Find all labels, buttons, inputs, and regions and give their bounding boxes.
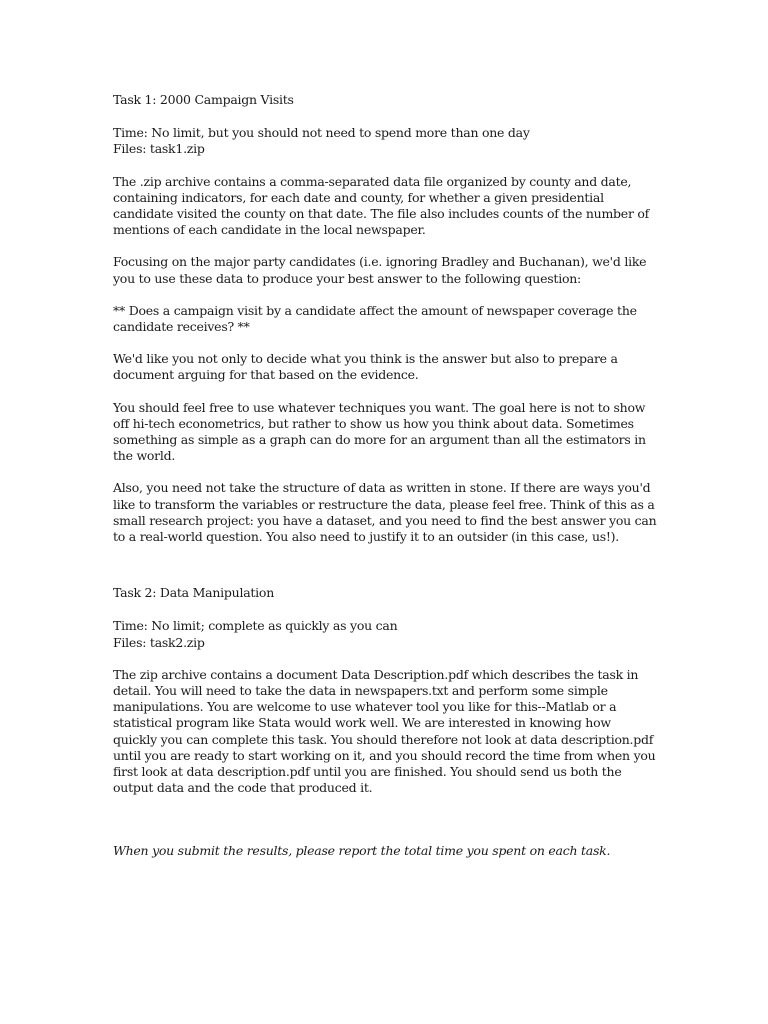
task1-paragraph-question: ** Does a campaign visit by a candidate affect the amount of newspaper coverage the candidate receives? ** — [113, 302, 637, 335]
task2-meta — [113, 618, 658, 650]
task1-paragraph-structure: Also, you need not take the structure of data as written in stone. If there are ways you'd like to transform the variables or restructure the data, please feel free. Think of this as a small research project: you have a dataset, and you need to find the best answer you can to a real-world question. You also need to justify it to an outsider (in this case, us!). — [113, 480, 657, 545]
task1-paragraph-focus: Focusing on the major party candidates (i.e. ignoring Bradley and Buchanan), we'd like you to use these data to produce your best answer to the following question: — [113, 254, 647, 286]
task1-time: Time: No limit, but you should not need to spend more than one day — [113, 125, 530, 141]
task1-paragraph-argument: We'd like you not only to decide what you think is the answer but also to prepare a document arguing for that based on the evidence. — [113, 351, 618, 383]
task2-time: Time: No limit; complete as quickly as you can — [113, 618, 398, 634]
document-page — [113, 92, 658, 875]
task1-paragraph-techniques: You should feel free to use whatever techniques you want. The goal here is not to show off hi-tech econometrics, but rather to show us how you think about data. Sometimes something as simple as a graph can do more for an argument than all the estimators in the world. — [113, 399, 646, 464]
task2-heading: Task 2: Data Manipulation — [113, 585, 274, 601]
task2-files: Files: task2.zip — [113, 634, 205, 650]
task1-files: Files: task1.zip — [113, 141, 205, 157]
task1-heading: Task 1: 2000 Campaign Visits — [113, 92, 294, 107]
task1-meta — [113, 125, 658, 157]
closing-note: When you submit the results, please report the total time you spent on each task. — [113, 842, 611, 858]
task2-paragraph-description: The zip archive contains a document Data Description.pdf which describes the task in detail. You will need to take the data in newspapers.txt and perform some simple manipulations. You are welcome to use whatever tool you like for this--Matlab or a statistical program like Stata would work well. We are interested in knowing how quickly you can complete this task. You should therefore not look at data description.pdf until you are ready to start working on it, and you should record the time from when you first look at data description.pdf until you are finished. You should send us both the output data and the code that produced it. — [113, 666, 656, 796]
task1-paragraph-description: The .zip archive contains a comma-separated data file organized by county and date, containing indicators, for each date and county, for whether a given presidential candidate visited the county on that date. The file also includes counts of the number of mentions of each candidate in the local newspaper. — [113, 173, 650, 238]
